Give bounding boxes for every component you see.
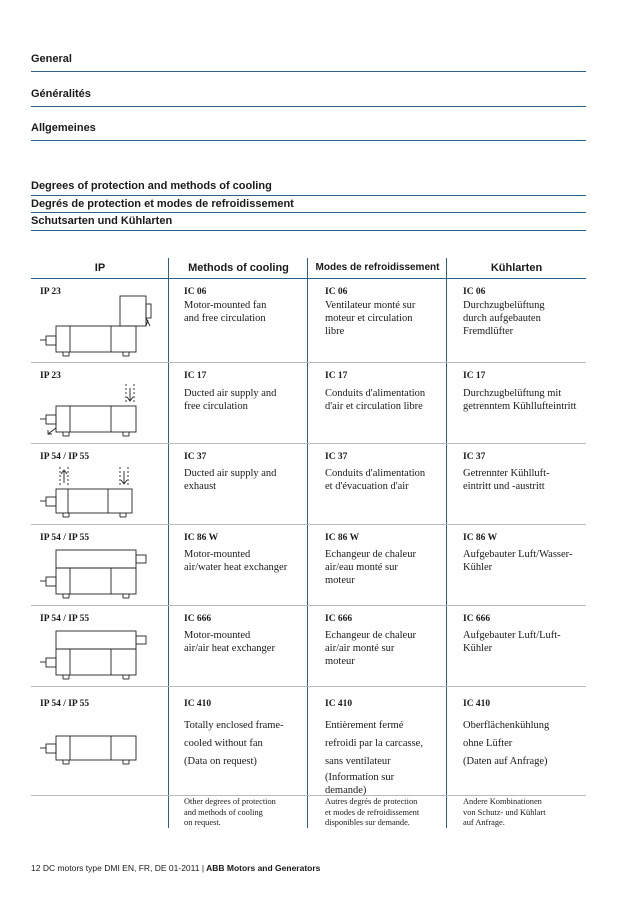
column-header-methods: Methods of cooling xyxy=(188,262,289,274)
ip-code: IP 54 / IP 55 xyxy=(40,699,90,709)
footer-text: 12 DC motors type DMI EN, FR, DE 01-2011 | xyxy=(31,863,205,873)
section-title-de: Schutsarten und Kühlarten xyxy=(31,215,173,227)
cooling-code-de: IC 06 xyxy=(463,287,486,297)
column-divider xyxy=(168,258,169,828)
cooling-code-fr: IC 86 W xyxy=(325,533,360,543)
description-fr: Conduits d'alimentation et d'évacuation d'air xyxy=(325,468,426,492)
header-rule xyxy=(31,71,586,72)
cooling-code-de: IC 17 xyxy=(463,371,486,381)
header-rule xyxy=(31,106,586,107)
footnote-fr: Autres degrés de protection et modes de refroidissement disponibles sur demande. xyxy=(325,797,420,827)
description-de: Getrennter Kühlluft- eintritt und -austritt xyxy=(463,468,550,492)
cooling-code-fr: IC 37 xyxy=(325,452,348,462)
footer-brand: ABB Motors and Generators xyxy=(204,863,321,873)
description-en: Motor-mounted air/air heat exchanger xyxy=(184,630,275,654)
ducted-supply-exhaust-diagram xyxy=(40,465,160,522)
description-de: Durchzugbelüftung durch aufgebauten Fremdlüfter xyxy=(463,300,545,337)
cooling-code: IC 06 xyxy=(184,287,207,297)
ip-code: IP 54 / IP 55 xyxy=(40,452,90,462)
table-header-rule xyxy=(31,278,586,279)
ip-code: IP 23 xyxy=(40,287,61,297)
row-separator xyxy=(31,686,586,687)
description-de: Oberflächenkühlung ohne Lüfter (Daten auf Anfrage) xyxy=(463,720,550,767)
section-rule xyxy=(31,230,586,231)
ip-code: IP 54 / IP 55 xyxy=(40,533,90,543)
row-separator xyxy=(31,362,586,363)
description-en: Motor-mounted air/water heat exchanger xyxy=(184,549,288,573)
cooling-code: IC 17 xyxy=(184,371,207,381)
cooling-code-de: IC 86 W xyxy=(463,533,498,543)
section-rule xyxy=(31,195,586,196)
cooling-code-fr: IC 17 xyxy=(325,371,348,381)
air-water-exchanger-diagram xyxy=(40,546,160,604)
section-title-en: Degrees of protection and methods of cooling xyxy=(31,180,272,192)
ip-code: IP 54 / IP 55 xyxy=(40,614,90,624)
motor-with-mounted-fan-diagram xyxy=(40,292,160,358)
cooling-code: IC 37 xyxy=(184,452,207,462)
footnote-en: Other degrees of protection and methods of cooling on request. xyxy=(184,797,276,827)
description-de: Aufgebauter Luft/Luft- Kühler xyxy=(463,630,561,654)
header-rule xyxy=(31,140,586,141)
header-general: General xyxy=(31,53,72,65)
row-separator xyxy=(31,443,586,444)
section-title-fr: Degrés de protection et modes de refroidissement xyxy=(31,198,294,210)
column-header-modes: Modes de refroidissement xyxy=(315,262,440,273)
row-separator xyxy=(31,605,586,606)
description-fr: Echangeur de chaleur air/air monté sur moteur xyxy=(325,630,416,667)
column-divider xyxy=(307,258,308,828)
cooling-code-fr: IC 06 xyxy=(325,287,348,297)
cooling-code-de: IC 666 xyxy=(463,614,491,624)
header-generalites: Généralités xyxy=(31,88,91,100)
cooling-code: IC 86 W xyxy=(184,533,219,543)
column-divider xyxy=(446,258,447,828)
description-en: Ducted air supply and free circulation xyxy=(184,388,277,412)
ip-code: IP 23 xyxy=(40,371,61,381)
column-header-kuhlarten: Kühlarten xyxy=(490,262,543,274)
enclosed-frame-cooled-diagram xyxy=(40,732,160,772)
cooling-code-fr: IC 666 xyxy=(325,614,353,624)
description-en: Ducted air supply and exhaust xyxy=(184,468,277,492)
ducted-air-supply-diagram xyxy=(40,382,160,440)
cooling-code: IC 410 xyxy=(184,699,212,709)
footnote-de: Andere Kombinationen von Schutz- und Kühlart auf Anfrage. xyxy=(463,797,546,827)
cooling-code-de: IC 410 xyxy=(463,699,491,709)
air-air-exchanger-diagram xyxy=(40,627,160,685)
row-separator xyxy=(31,795,586,796)
cooling-code-fr: IC 410 xyxy=(325,699,353,709)
description-en: Totally enclosed frame- cooled without fan (Data on request) xyxy=(184,720,284,767)
header-allgemeines: Allgemeines xyxy=(31,122,96,134)
description-fr: Ventilateur monté sur moteur et circulation libre xyxy=(325,300,416,337)
page-footer xyxy=(31,863,320,873)
column-header-ip: IP xyxy=(94,262,106,274)
section-rule xyxy=(31,212,586,213)
cooling-code-de: IC 37 xyxy=(463,452,486,462)
row-separator xyxy=(31,524,586,525)
description-de: Durchzugbelüftung mit getrenntem Kühllufteintritt xyxy=(463,388,577,412)
description-de: Aufgebauter Luft/Wasser- Kühler xyxy=(463,549,573,573)
description-fr: Conduits d'alimentation d'air et circulation libre xyxy=(325,388,426,412)
cooling-code: IC 666 xyxy=(184,614,212,624)
description-fr: Echangeur de chaleur air/eau monté sur moteur xyxy=(325,549,416,586)
description-en: Motor-mounted fan and free circulation xyxy=(184,300,267,324)
description-fr: Entièrement fermé refroidi par la carcasse, sans ventilateur (Information sur demande) xyxy=(325,720,423,796)
